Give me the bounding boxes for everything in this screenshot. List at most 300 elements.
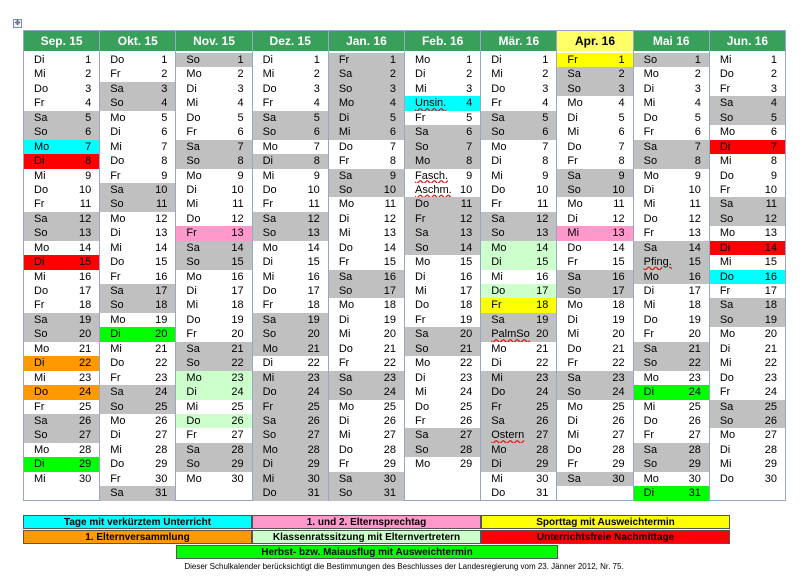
weekday-label: Fr — [415, 414, 426, 427]
weekday-label: Di — [719, 140, 731, 153]
weekday-label: Sa — [491, 313, 505, 326]
month-header: Jan. 16 — [329, 31, 404, 53]
weekday-label: Mi — [491, 169, 503, 182]
weekday-label: Di — [491, 256, 502, 269]
month-column — [481, 31, 557, 500]
day-number: 7 — [694, 140, 701, 153]
day-cell — [710, 443, 785, 457]
day-number: 13 — [307, 227, 320, 240]
day-number: 17 — [612, 285, 625, 297]
day-cell — [710, 111, 785, 125]
day-number: 20 — [307, 328, 320, 341]
day-number: 29 — [231, 458, 244, 471]
weekday-label: Do — [262, 285, 277, 297]
day-cell — [710, 385, 785, 399]
day-cell — [253, 400, 328, 414]
day-cell — [100, 183, 175, 197]
day-cell — [557, 313, 632, 327]
day-number: 15 — [307, 256, 320, 269]
weekday-label: Di — [643, 386, 655, 399]
day-cell — [329, 486, 404, 500]
day-cell — [253, 472, 328, 486]
weekday-label: So — [186, 155, 200, 168]
day-number: 10 — [764, 183, 778, 196]
day-cell — [24, 111, 99, 125]
day-number: 3 — [85, 82, 92, 95]
day-cell — [100, 212, 175, 226]
day-number: 17 — [155, 285, 168, 297]
day-cell — [710, 212, 785, 226]
weekday-label: Do — [338, 140, 353, 153]
day-number: 8 — [466, 155, 473, 168]
day-cell — [253, 154, 328, 168]
day-number: 12 — [383, 212, 397, 225]
day-cell — [710, 472, 785, 486]
weekday-label: Fr — [415, 313, 426, 326]
weekday-label: Mi — [338, 126, 351, 139]
weekday-label: Sa — [34, 313, 48, 326]
day-number: 22 — [78, 357, 92, 370]
weekday-label: Fasch. — [415, 169, 449, 182]
day-number: 20 — [459, 328, 473, 341]
day-number: 15 — [78, 256, 92, 269]
weekday-label: Do — [643, 313, 658, 326]
weekday-label: Sa — [262, 313, 277, 326]
day-number: 18 — [307, 299, 320, 312]
day-cell — [405, 414, 480, 428]
weekday-label: Do — [491, 386, 506, 399]
day-number: 17 — [536, 285, 549, 297]
day-cell — [100, 443, 175, 457]
day-number: 7 — [542, 140, 549, 153]
day-cell — [24, 270, 99, 284]
weekday-label: Sa — [643, 140, 658, 153]
day-cell — [100, 67, 175, 81]
weekday-label: So — [262, 328, 277, 341]
day-number: 9 — [237, 169, 244, 182]
weekday-label: Sa — [415, 227, 429, 240]
day-number: 30 — [78, 472, 92, 485]
day-number: 27 — [764, 429, 778, 442]
day-cell — [176, 226, 251, 240]
day-cell — [329, 472, 404, 486]
day-cell — [24, 169, 99, 183]
weekday-label: Do — [643, 111, 658, 124]
day-number: 30 — [231, 472, 244, 485]
weekday-label: So — [567, 183, 581, 196]
day-number: 19 — [764, 313, 778, 326]
weekday-label: Sa — [262, 212, 277, 225]
weekday-label: Fr — [34, 198, 45, 211]
weekday-label: Mi — [262, 371, 275, 384]
day-number: 10 — [383, 183, 397, 196]
day-cell — [100, 313, 175, 327]
day-cell — [329, 400, 404, 414]
weekday-label: So — [719, 212, 734, 225]
day-number: 31 — [307, 487, 320, 500]
day-number: 18 — [688, 299, 701, 312]
day-number: 8 — [85, 155, 92, 168]
day-cell — [405, 67, 480, 81]
day-cell — [24, 53, 99, 67]
day-number: 29 — [307, 458, 320, 471]
day-number: 24 — [307, 386, 320, 399]
weekday-label: Mi — [110, 342, 122, 355]
day-cell — [557, 298, 632, 312]
weekday-label: Do — [34, 386, 49, 399]
weekday-label: Sa — [338, 68, 353, 81]
day-number: 31 — [688, 487, 701, 500]
weekday-label: Mi — [491, 472, 503, 485]
weekday-label: Do — [719, 68, 734, 81]
day-cell — [710, 313, 785, 327]
day-number: 19 — [307, 313, 320, 326]
day-cell — [481, 284, 556, 298]
weekday-label: Fr — [643, 227, 655, 240]
day-cell — [710, 371, 785, 385]
day-number: 28 — [383, 443, 397, 456]
day-cell — [253, 313, 328, 327]
table-move-handle-icon[interactable]: ✥ — [14, 20, 21, 27]
weekday-label: Do — [567, 241, 582, 254]
day-cell — [405, 212, 480, 226]
day-number: 24 — [383, 386, 397, 399]
weekday-label: Sa — [567, 472, 581, 485]
day-number: 5 — [85, 111, 92, 124]
weekday-label: Mo — [110, 212, 126, 225]
month-header: Feb. 16 — [405, 31, 480, 53]
day-cell — [481, 457, 556, 471]
day-number: 5 — [313, 111, 320, 124]
day-cell — [710, 270, 785, 284]
weekday-label: Mo — [415, 357, 431, 370]
day-number: 21 — [764, 342, 778, 355]
day-number: 26 — [688, 414, 701, 427]
weekday-label: Do — [491, 285, 506, 297]
day-number: 16 — [78, 270, 92, 283]
weekday-label: So — [643, 357, 658, 370]
weekday-label: Sa — [643, 443, 658, 456]
day-cell — [481, 140, 556, 154]
day-number: 14 — [155, 241, 168, 254]
day-cell — [481, 327, 556, 341]
legend-item: Sporttag mit Ausweichtermin — [481, 515, 730, 529]
weekday-label: Mi — [34, 371, 46, 384]
day-cell — [329, 443, 404, 457]
weekday-label: Mi — [491, 68, 503, 81]
weekday-label: Fr — [719, 285, 731, 297]
day-cell — [557, 443, 632, 457]
day-number: 15 — [231, 256, 244, 269]
day-cell — [253, 125, 328, 139]
day-cell — [329, 414, 404, 428]
day-number: 4 — [389, 97, 397, 110]
day-cell — [710, 67, 785, 81]
weekday-label: Di — [415, 270, 426, 283]
weekday-label: So — [186, 256, 200, 269]
day-cell — [405, 140, 480, 154]
day-cell — [176, 342, 251, 356]
day-number: 9 — [389, 169, 397, 182]
day-cell — [481, 270, 556, 284]
weekday-label: Sa — [34, 111, 48, 124]
weekday-label: Mi — [415, 82, 427, 95]
weekday-label: So — [338, 82, 353, 95]
weekday-label: Fr — [110, 68, 121, 81]
weekday-label: Do — [567, 342, 582, 355]
weekday-label: Mo — [643, 472, 659, 485]
day-number: 1 — [237, 54, 244, 66]
day-cell — [24, 298, 99, 312]
day-number: 11 — [765, 198, 778, 211]
day-cell — [176, 443, 251, 457]
day-number: 25 — [307, 400, 320, 413]
day-number: 13 — [612, 227, 625, 240]
day-number: 22 — [231, 357, 244, 370]
day-cell — [176, 197, 251, 211]
day-number: 31 — [536, 487, 549, 500]
day-number: 22 — [459, 357, 473, 370]
weekday-label: Sa — [567, 169, 581, 182]
weekday-label: Fr — [110, 371, 121, 384]
weekday-label: Sa — [491, 212, 505, 225]
school-calendar-grid — [23, 30, 786, 501]
day-number: 12 — [612, 212, 625, 225]
day-cell — [481, 400, 556, 414]
day-number: 17 — [764, 285, 778, 297]
day-number: 10 — [78, 183, 92, 196]
day-number: 27 — [688, 429, 701, 442]
day-cell — [710, 400, 785, 414]
day-number: 10 — [536, 183, 549, 196]
day-number: 30 — [688, 472, 701, 485]
day-number: 2 — [389, 68, 397, 81]
day-number: 11 — [308, 198, 320, 211]
day-cell — [253, 183, 328, 197]
weekday-label: Fr — [186, 429, 197, 442]
day-cell — [329, 342, 404, 356]
day-number: 6 — [85, 126, 92, 139]
month-column — [710, 31, 785, 500]
day-cell — [253, 53, 328, 67]
day-number: 21 — [536, 342, 549, 355]
day-number: 13 — [764, 227, 778, 240]
weekday-label: Di — [110, 429, 121, 442]
day-number: 18 — [459, 299, 473, 312]
legend-item: Tage mit verkürztem Unterricht — [23, 515, 252, 529]
weekday-label: Sa — [338, 472, 353, 485]
weekday-label: Fr — [567, 54, 578, 66]
weekday-label: So — [34, 126, 48, 139]
day-number: 22 — [307, 357, 320, 370]
day-number: 20 — [536, 328, 549, 341]
day-number: 19 — [78, 313, 92, 326]
day-number: 11 — [384, 198, 397, 211]
day-number: 4 — [694, 97, 701, 110]
day-number: 25 — [459, 400, 473, 413]
day-cell — [24, 125, 99, 139]
weekday-label: Di — [643, 183, 655, 196]
day-cell — [24, 457, 99, 471]
day-cell — [557, 327, 632, 341]
day-number: 15 — [383, 256, 397, 269]
day-number: 10 — [231, 183, 244, 196]
day-cell — [329, 183, 404, 197]
weekday-label: Di — [567, 111, 578, 124]
weekday-label: Do — [110, 256, 125, 269]
day-number: 27 — [536, 429, 549, 442]
day-cell — [100, 327, 175, 341]
day-cell — [710, 327, 785, 341]
day-cell — [710, 169, 785, 183]
weekday-label: Do — [415, 299, 430, 312]
day-cell — [710, 140, 785, 154]
weekday-label: Unsin. — [415, 97, 447, 110]
weekday-label: Mi — [719, 357, 732, 370]
weekday-label: Do — [186, 212, 201, 225]
day-number: 2 — [85, 68, 92, 81]
day-cell — [634, 96, 709, 110]
weekday-label: Mo — [415, 155, 431, 168]
day-cell — [710, 255, 785, 269]
day-cell — [405, 385, 480, 399]
day-cell — [329, 298, 404, 312]
day-cell — [557, 241, 632, 255]
month-header: Sep. 15 — [24, 31, 99, 53]
weekday-label: Do — [34, 82, 49, 95]
weekday-label: Mo — [110, 111, 126, 124]
month-header: Mai 16 — [634, 31, 709, 53]
day-number: 29 — [612, 458, 625, 471]
day-cell — [253, 457, 328, 471]
day-number: 2 — [618, 68, 625, 81]
day-number: 12 — [764, 212, 778, 225]
day-number: 20 — [612, 328, 625, 341]
weekday-label: So — [719, 111, 734, 124]
weekday-label: Mi — [567, 328, 580, 341]
day-number: 2 — [770, 68, 778, 81]
day-cell — [481, 154, 556, 168]
day-number: 2 — [466, 68, 473, 81]
day-cell — [634, 486, 709, 500]
weekday-label: Fr — [415, 212, 426, 225]
weekday-label: Sa — [110, 285, 124, 297]
day-cell — [557, 197, 632, 211]
day-number: 3 — [389, 82, 397, 95]
day-cell — [176, 457, 251, 471]
weekday-label: So — [415, 443, 429, 456]
day-number: 19 — [612, 313, 625, 326]
day-cell — [100, 356, 175, 370]
weekday-label: So — [186, 54, 200, 66]
day-cell — [557, 53, 632, 67]
day-number: 1 — [618, 54, 625, 66]
weekday-label: Di — [186, 82, 197, 95]
weekday-label: Sa — [719, 198, 734, 211]
weekday-label: Fr — [262, 400, 273, 413]
weekday-label: Mi — [719, 54, 732, 66]
day-number: 13 — [155, 227, 168, 240]
day-cell — [176, 371, 251, 385]
day-cell — [557, 385, 632, 399]
day-number: 12 — [307, 212, 320, 225]
day-number: 5 — [466, 111, 473, 124]
day-number: 7 — [618, 140, 625, 153]
day-number: 18 — [764, 299, 778, 312]
month-column — [253, 31, 329, 500]
weekday-label: Do — [491, 183, 506, 196]
day-number: 29 — [688, 458, 701, 471]
day-number: 23 — [155, 371, 168, 384]
weekday-label: Sa — [567, 371, 581, 384]
day-cell — [557, 111, 632, 125]
weekday-label: Fr — [643, 328, 655, 341]
day-number: 25 — [155, 400, 168, 413]
weekday-label: Mo — [34, 443, 50, 456]
day-cell — [329, 428, 404, 442]
day-cell — [253, 385, 328, 399]
day-cell — [634, 197, 709, 211]
day-number: 15 — [688, 256, 701, 269]
day-cell — [176, 241, 251, 255]
weekday-label: Mi — [34, 68, 46, 81]
weekday-label: PalmSo — [491, 328, 530, 341]
day-cell — [100, 169, 175, 183]
weekday-label: Mo — [338, 400, 355, 413]
weekday-label: Fr — [719, 183, 731, 196]
weekday-label: Mo — [338, 198, 355, 211]
day-cell — [100, 96, 175, 110]
day-cell — [481, 428, 556, 442]
month-header: Apr. 16 — [557, 31, 632, 53]
day-cell — [481, 298, 556, 312]
weekday-label: Fr — [34, 299, 45, 312]
weekday-label: Fr — [643, 126, 655, 139]
weekday-label: Do — [338, 241, 353, 254]
weekday-label: Sa — [643, 342, 658, 355]
day-cell — [710, 125, 785, 139]
day-cell — [481, 313, 556, 327]
weekday-label: Sa — [110, 183, 124, 196]
day-number: 6 — [389, 126, 397, 139]
day-cell — [176, 400, 251, 414]
weekday-label: Mi — [262, 472, 275, 485]
day-number: 5 — [770, 111, 778, 124]
day-number: 5 — [542, 111, 549, 124]
day-cell — [634, 270, 709, 284]
day-number: 8 — [770, 155, 778, 168]
day-cell — [710, 96, 785, 110]
weekday-label: Do — [567, 443, 582, 456]
day-number: 17 — [78, 285, 92, 297]
day-number: 28 — [155, 443, 168, 456]
day-number: 3 — [770, 82, 778, 95]
day-cell — [481, 486, 556, 500]
weekday-label: So — [567, 82, 581, 95]
day-number: 3 — [694, 82, 701, 95]
day-number: 26 — [307, 414, 320, 427]
weekday-label: Mo — [643, 270, 659, 283]
legend-item: Klassenratssitzung mit Elternvertretern — [252, 530, 481, 544]
day-cell — [253, 255, 328, 269]
day-cell — [176, 313, 251, 327]
day-cell — [634, 472, 709, 486]
weekday-label: Mi — [719, 256, 732, 269]
day-cell — [634, 298, 709, 312]
day-number: 8 — [542, 155, 549, 168]
day-number: 12 — [231, 212, 244, 225]
day-cell — [405, 284, 480, 298]
